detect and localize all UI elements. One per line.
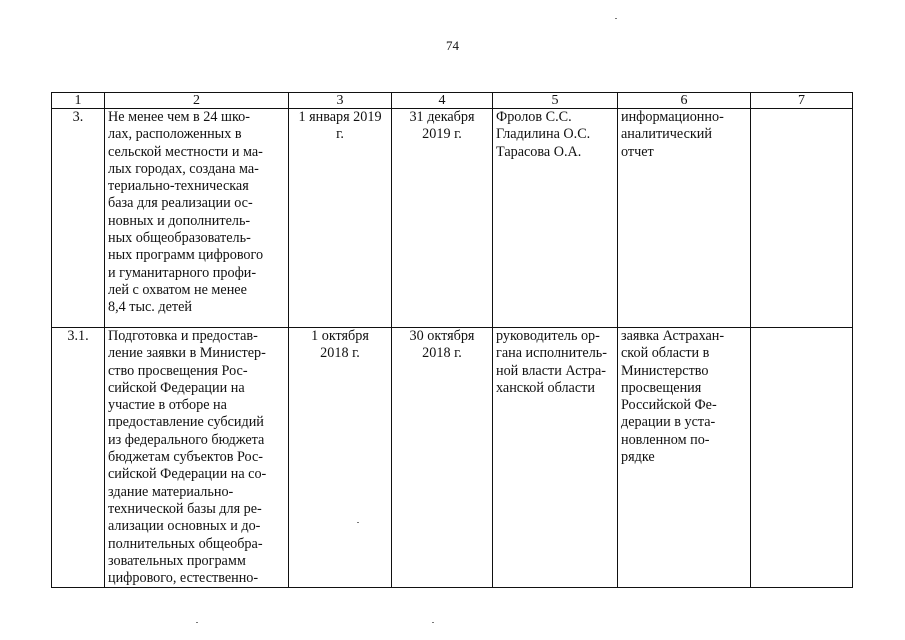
column-header: 4 bbox=[392, 93, 493, 109]
table-header-row bbox=[52, 93, 853, 109]
column-header: 2 bbox=[105, 93, 289, 109]
row-end-date: 30 октября 2018 г. bbox=[392, 328, 493, 588]
row-description: Не менее чем в 24 шко- лах, расположенных в сельской местности и ма- лых городах, создана ма- териально-техническая база для реализации ос- новных и дополнитель- ных общеобразователь- ных программ цифрового и гуманитарного профи- лей с охватом не менее 8,4 тыс. детей bbox=[105, 109, 289, 328]
row-responsible: руководитель ор- гана исполнитель- ной власти Астра- ханской области bbox=[493, 328, 618, 588]
table-row bbox=[52, 109, 853, 328]
row-number: 3. bbox=[52, 109, 105, 328]
plan-table bbox=[51, 92, 853, 588]
row-description: Подготовка и предостав- ление заявки в Министер- ство просвещения Рос- сийской Федерации на участие в отборе на предоставление субсидий из федерального бюджета бюджетам субъектов Рос- сийской Федерации на со- здание материально- технической базы для ре- ализации основных и до- полнительных общеобра- зовательных программ цифрового, естественно- bbox=[105, 328, 289, 588]
row-responsible: Фролов С.С. Гладилина О.С. Тарасова О.А. bbox=[493, 109, 618, 328]
table-row bbox=[52, 328, 853, 588]
row-start-date: 1 октября 2018 г. bbox=[289, 328, 392, 588]
scan-speck bbox=[615, 18, 617, 19]
column-header: 3 bbox=[289, 93, 392, 109]
row-result: информационно- аналитический отчет bbox=[618, 109, 751, 328]
row-start-date: 1 января 2019 г. bbox=[289, 109, 392, 328]
column-header: 6 bbox=[618, 93, 751, 109]
scan-speck bbox=[357, 522, 359, 523]
scan-speck bbox=[196, 622, 198, 623]
row-col7 bbox=[751, 109, 853, 328]
row-number: 3.1. bbox=[52, 328, 105, 588]
column-header: 7 bbox=[751, 93, 853, 109]
column-header: 1 bbox=[52, 93, 105, 109]
column-header: 5 bbox=[493, 93, 618, 109]
row-end-date: 31 декабря 2019 г. bbox=[392, 109, 493, 328]
scan-speck bbox=[432, 622, 434, 623]
row-col7 bbox=[751, 328, 853, 588]
row-result: заявка Астрахан- ской области в Министерство просвещения Российской Фе- дерации в уста- новленном по- рядке bbox=[618, 328, 751, 588]
page-number: 74 bbox=[446, 38, 459, 53]
